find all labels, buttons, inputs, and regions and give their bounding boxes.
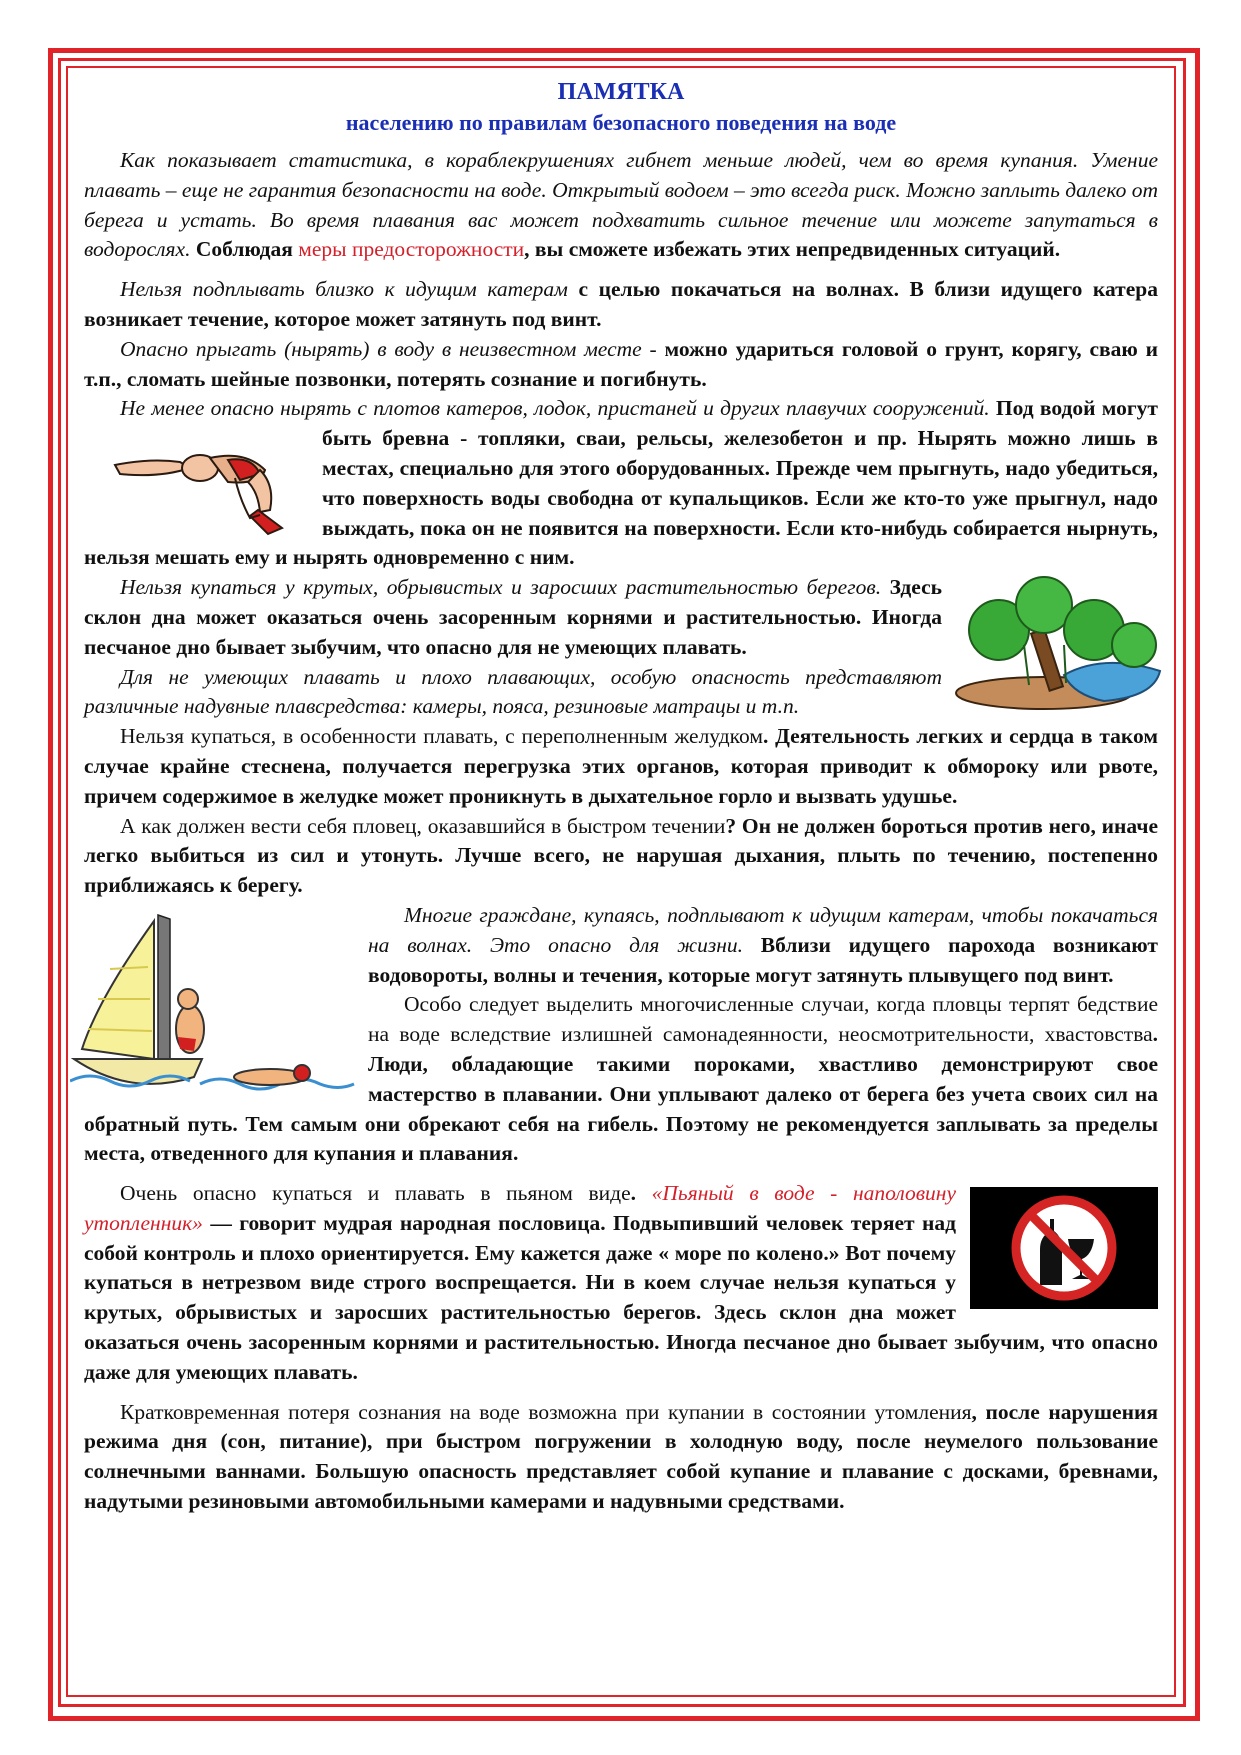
- paragraph-fast-current: А как должен вести себя пловец, оказавшийся в быстром течении? Он не должен бороться против него, иначе легко выбиться из сил и утонуть. Лучше всего, не нарушая дыхания, плыть по течению, постепенно приближаясь к берегу.: [84, 813, 1158, 898]
- no-alcohol-sign-icon: [970, 1187, 1158, 1309]
- paragraph-diving: Опасно прыгать (нырять) в воду в неизвестном месте - можно удариться головой о грунт, корягу, сваю и т.п., сломать шейные позвонки, потерять сознание и погибнуть.: [84, 336, 1158, 391]
- tree-island-icon: [954, 575, 1164, 715]
- memo-document: [84, 76, 1158, 1517]
- paragraph-drunk: Очень опасно купаться и плавать в пьяном виде. «Пьяный в воде - наполовину утопленник» — говорит мудрая народная пословица. Подвыпивший человек теряет над собой контроль и плохо ориентируется. Ему кажется даже « море по колено.» Вот почему купаться в нетрезвом виде строго воспрещается. Ни в коем случае нельзя купаться у крутых, обрывистых и заросших растительностью берегов. Здесь склон дна может оказаться очень засоренным корнями и растительностью. Иногда песчаное дно бывает зыбучим, что опасно даже для умеющих плавать.: [84, 1181, 1158, 1384]
- proverb-quote: «Пьяный в воде - наполовину утопленник»: [84, 1181, 957, 1235]
- paragraph-rafts: Не менее опасно нырять с плотов катеров, лодок, пристаней и других плавучих сооружений. Под водой могут быть бревна - топляки, сваи, рельсы, железобетон и пр. Нырять можно лишь в местах, специально для этого оборудованных. Прежде чем прыгнуть, надо убедиться, что поверхность воды свободна от купальщиков. Если же кто-то уже прыгнул, надо выждать, пока он не появится на поверхности. Если кто-нибудь собирается нырнуть, нельзя мешать ему и нырять одновременно с ним.: [84, 396, 1158, 570]
- paragraph-overconfidence: Особо следует выделить многочисленные случаи, когда пловцы терпят бедствие на воде вследствие излишней самонадеянности, неосмотрительности, хвастовства. Люди, обладающие такими пороками, хвастливо демонстрируют свое мастерство в плавании. Они уплывают далеко от берега без учета своих сил на обратный путь. Тем самым они обрекают себя на гибель. Поэтому не рекомендуется заплывать за пределы места, отведенного для купания и плавания.: [84, 992, 1158, 1166]
- paragraph-consciousness-loss: Кратковременная потеря сознания на воде возможна при купании в состоянии утомления, после нарушения режима дня (сон, питание), при быстром погружении в холодную воду, после неумелого пользование солнечными ваннами. Большую опасность представляет собой купание и плавание с досками, бревнами, надутыми резиновыми автомобильными камерами и надувными средствами.: [84, 1399, 1158, 1514]
- paragraph-inflatables: Для не умеющих плавать и плохо плавающих, особую опасность представляют различные надувные плавсредства: камеры, пояса, резиновые матрацы и т.п.: [84, 664, 942, 719]
- page-title: ПАМЯТКА: [557, 79, 685, 105]
- paragraph-intro: Как показывает статистика, в кораблекрушениях гибнет меньше людей, чем во время купания. Умение плавать – еще не гарантия безопасности на воде. Открытый водоем – это всегда риск. Можно заплыть далеко от берега и устать. Во время плавания вас может подхватить сильное течение или можете запутаться в водорослях. Соблюдая меры предосторожности, вы сможете избежать этих непредвиденных ситуаций.: [84, 148, 1158, 262]
- highlight-precautions: меры предосторожности: [298, 237, 525, 262]
- sailboat-swimmer-icon: [70, 909, 356, 1099]
- page-subtitle: населению по правилам безопасного поведения на воде: [345, 110, 897, 135]
- paragraph-steamers: Многие граждане, купаясь, подплывают к идущим катерам, чтобы покачаться на волнах. Это опасно для жизни. Вблизи идущего парохода возникают водовороты, волны и течения, которые могут затянуть плывущего под винт.: [368, 902, 1158, 987]
- paragraph-full-stomach: Нельзя купаться, в особенности плавать, с переполненным желудком. Деятельность легких и сердца в таком случае крайне стеснена, получается перегрузка этих органов, которая приводит к обмороку или рвоте, причем содержимое в желудке может проникнуть в дыхательное горло и вызвать удушье.: [84, 724, 1158, 808]
- paragraph-steep-banks: Нельзя купаться у крутых, обрывистых и заросших растительностью берегов. Здесь склон дна может оказаться очень засоренным корнями и растительностью. Иногда песчаное дно бывает зыбучим, что опасно для не умеющих плавать.: [84, 573, 1158, 662]
- paragraph-boats: Нельзя подплывать близко к идущим катерам с целью покачаться на волнах. В близи идущего катера возникает течение, которое может затянуть под винт.: [84, 277, 1158, 331]
- diving-swimmer-icon: [110, 430, 310, 540]
